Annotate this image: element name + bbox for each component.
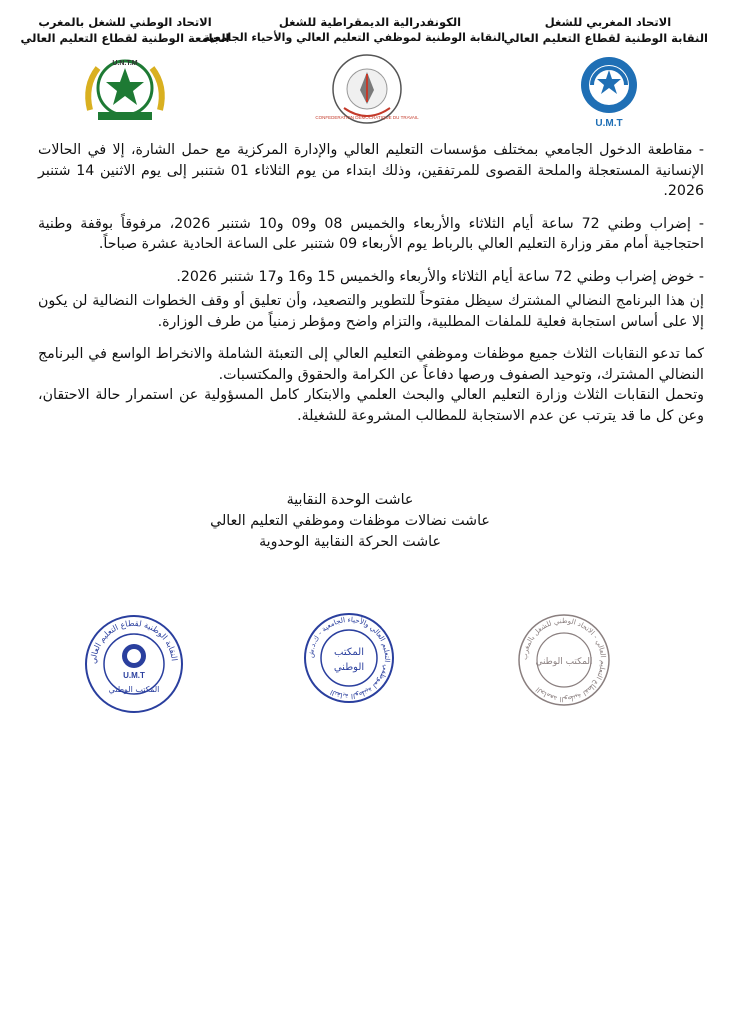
header-untm-line2: الجامعة الوطنية لقطاع التعليم العالي [20, 31, 230, 45]
demand-strike-2: - خوض إضراب وطني 72 ساعة أيام الثلاثاء والأربعاء والخميس 15 و16 و17 شتنبر 2026. [176, 268, 704, 285]
umt-logo [570, 52, 648, 130]
umt-stamp-ring: النقابة الوطنية لقطاع التعليم العالي [88, 618, 179, 665]
umt-stamp [82, 612, 186, 716]
header-cdt [203, 14, 505, 46]
header-umt-line1: الاتحاد المغربي للشغل [544, 15, 672, 29]
slogan-unity: عاشت الوحدة النقابية [286, 492, 414, 508]
umt-logo-text: U.M.T [595, 118, 623, 129]
cdt-stamp-label-2: الوطني [333, 662, 365, 673]
untm-stamp-ring: الجامعة الوطنية لقطاع التعليم العالي - الاتحاد الوطني للشغل بالمغرب [520, 616, 608, 704]
header-cdt-line2: النقابة الوطنية لموظفي التعليم العالي والأحياء الجامعية [203, 31, 505, 44]
umt-stamp-center: U.M.T [123, 671, 145, 680]
closing-slogans [180, 490, 520, 553]
cdt-logo [315, 52, 419, 126]
header-umt [503, 14, 708, 46]
untm-logo-text: U.N.T.M [112, 60, 138, 67]
untm-logo [80, 52, 170, 124]
demand-boycott: - مقاطعة الدخول الجامعي بمختلف مؤسسات التعليم العالي والإدارة المركزية مع حمل الشارة، إلا في الحالات الإنسانية المستعجلة والملحة القصوى للمرتفقين، وذلك ابتداء من يوم الثلاثاء 01 شتنبر إلى يوم الاثنين 14 شتنبر 2026. [38, 142, 704, 199]
slogan-struggles: عاشت نضالات موظفات وموظفي التعليم العالي [210, 513, 490, 529]
cdt-stamp-label-1: المكتب [334, 647, 364, 658]
cdt-logo-text: CONFEDERATION DEMOCRATIQUE DU TRAVAIL [315, 115, 419, 120]
header-untm-line1: الاتحاد الوطني للشغل بالمغرب [38, 15, 212, 29]
slogan-movement: عاشت الحركة النقابية الوحدوية [259, 534, 441, 550]
untm-stamp [516, 612, 612, 708]
program-note: إن هذا البرنامج النضالي المشترك سيظل مفتوحاً للتطوير والتصعيد، وأن تعليق أو وقف الخطوات النضالية لن يكون إلا على أساس استجابة فعلية للملفات المطلبية، والتزام واضح ومؤطر زمنياً من طرف الوزارة. [38, 293, 704, 330]
cdt-stamp [303, 612, 395, 704]
untm-stamp-label: المكتب الوطني [535, 657, 593, 667]
mobilization-call: كما تدعو النقابات الثلاث جميع موظفات وموظفي التعليم العالي إلى التعبئة الشاملة والانخراط الواسع في البرنامج النضالي المشترك، وتوحيد الصفوف ورصها دفاعاً عن الكرامة والحقوق والمكتسبات. [38, 346, 704, 383]
cdt-stamp-ring: النقابة الوطنية لموظفي التعليم العالي والأحياء الجامعية - ك.د.ش [306, 615, 392, 701]
ministry-responsibility: وتحمل النقابات الثلاث وزارة التعليم العالي والبحث العلمي والابتكار كامل المسؤولية عن استمرار حالة الاحتقان، وعن كل ما قد يترتب عن عدم الاستجابة للمطالب المشروعة للشغيلة. [38, 387, 704, 424]
umt-stamp-label: المكتب الوطني [108, 685, 160, 694]
statement-body [38, 140, 704, 438]
header-cdt-line1: الكونفدرالية الديمقراطية للشغل [278, 15, 462, 29]
header-untm [20, 14, 230, 46]
svg-text:النقابة الوطنية لموظفي التعليم [307, 616, 391, 700]
demand-strike-1: - إضراب وطني 72 ساعة أيام الثلاثاء والأربعاء والخميس 08 و09 و10 شتنبر 2026، مرفوقاً بوقفة وطنية احتجاجية أمام مقر وزارة التعليم العالي بالرباط يوم الأربعاء 09 شتنبر على الساعة الحادية عشرة صباحاً. [38, 215, 704, 252]
header-umt-line2: النقابة الوطنية لقطاع التعليم العالي [503, 31, 708, 45]
